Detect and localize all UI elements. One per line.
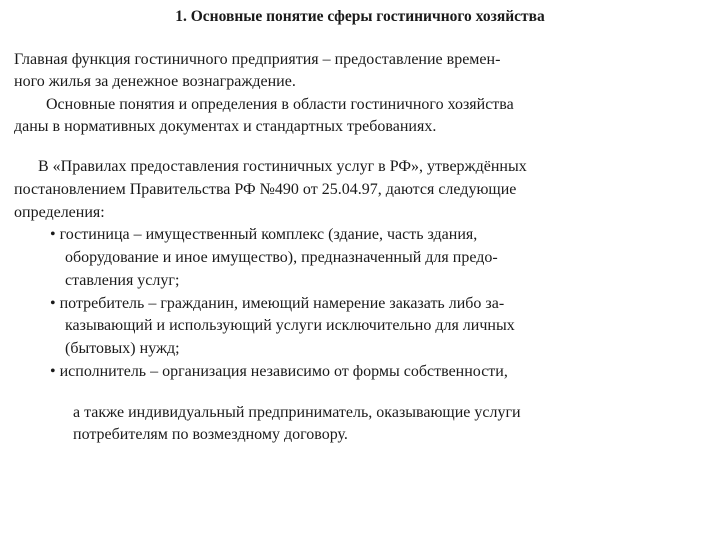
- concepts-line-1: Основные понятия и определения в области гостиничного хозяйства: [46, 96, 514, 113]
- rules-line-3: определения:: [14, 204, 105, 221]
- definition-consumer-line-3: (бытовых) нужд;: [65, 340, 180, 357]
- definition-consumer-line-1: • потребитель – гражданин, имеющий намерение заказать либо за-: [50, 295, 505, 312]
- intro-line-2: ного жилья за денежное вознаграждение.: [14, 73, 296, 90]
- document-title: 1. Основные понятие сферы гостиничного хозяйства: [175, 8, 545, 25]
- definition-hotel-line-2: оборудование и иное имущество), предназначенный для предо-: [65, 249, 498, 266]
- definition-executor-line-2: а также индивидуальный предприниматель, оказывающие услуги: [73, 404, 521, 421]
- intro-line-1: Главная функция гостиничного предприятия – предоставление времен-: [14, 51, 501, 68]
- definition-executor-line-1: • исполнитель – организация независимо от формы собственности,: [50, 363, 508, 380]
- definition-hotel-line-1: • гостиница – имущественный комплекс (здание, часть здания,: [50, 226, 478, 243]
- rules-line-1: В «Правилах предоставления гостиничных услуг в РФ», утверждённых: [38, 158, 527, 175]
- definition-hotel-line-3: ставления услуг;: [65, 272, 180, 289]
- concepts-line-2: даны в нормативных документах и стандартных требованиях.: [14, 118, 437, 135]
- definition-consumer-line-2: казывающий и использующий услуги исключительно для личных: [65, 317, 515, 334]
- rules-line-2: постановлением Правительства РФ №490 от 25.04.97, даются следующие: [14, 181, 517, 198]
- definition-executor-line-3: потребителям по возмездному договору.: [73, 426, 348, 443]
